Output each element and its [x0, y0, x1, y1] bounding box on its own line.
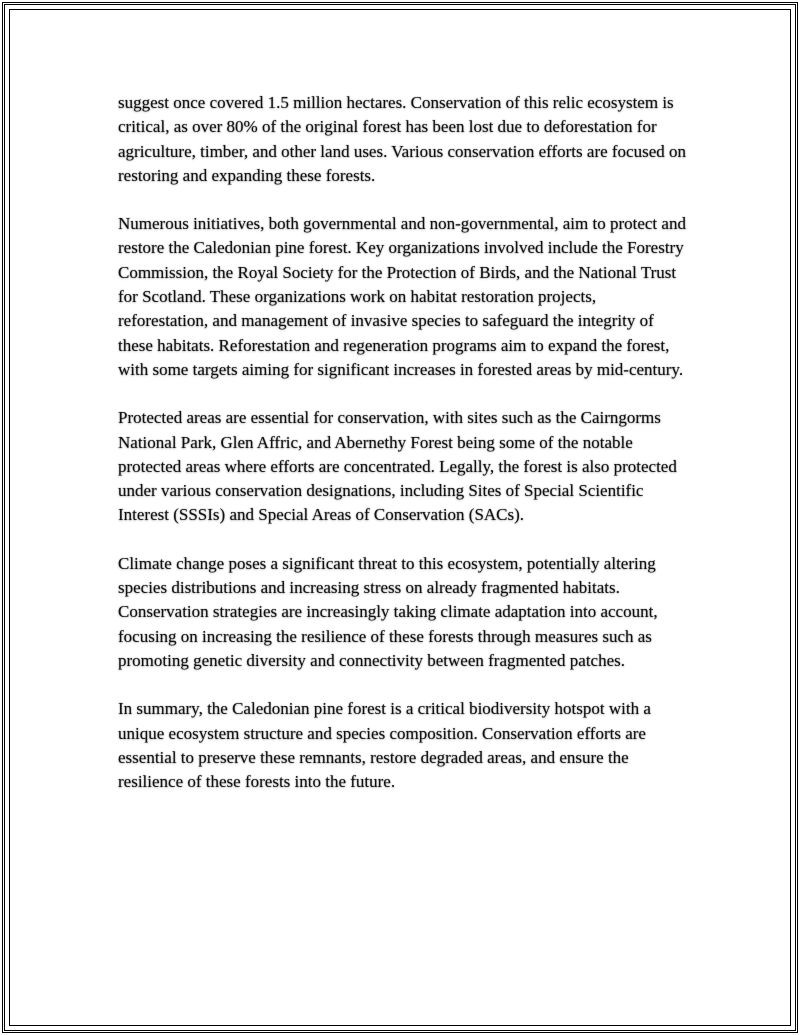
paragraph-summary: In summary, the Caledonian pine forest is a critical biodiversity hotspot with a unique ecosystem structure and species composition. Conservation efforts are essential to preserve these remnants, restore degraded areas, and ensure the resilience of these forests into the future.	[118, 699, 651, 792]
document-body	[118, 91, 690, 818]
paragraph-protected-areas: Protected areas are essential for conservation, with sites such as the Cairngorms National Park, Glen Affric, and Abernethy Forest being some of the notable protected areas where efforts are concentrated. Legally, the forest is also protected under various conservation designations, including Sites of Special Scientific Interest (SSSIs) and Special Areas of Conservation (SACs).	[118, 408, 677, 525]
paragraph-conservation-overview: suggest once covered 1.5 million hectares. Conservation of this relic ecosystem is critical, as over 80% of the original forest has been lost due to deforestation for agriculture, timber, and other land uses. Various conservation efforts are focused on restoring and expanding these forests.	[118, 93, 687, 185]
paragraph-initiatives: Numerous initiatives, both governmental and non-governmental, aim to protect and restore the Caledonian pine forest. Key organizations involved include the Forestry Commission, the Royal Society for the Protection of Birds, and the National Trust for Scotland. These organizations work on habitat restoration projects, reforestation, and management of invasive species to safeguard the integrity of these habitats. Reforestation and regeneration programs aim to expand the forest, with some targets aiming for significant increases in forested areas by mid-century.	[118, 214, 686, 379]
paragraph-climate-change: Climate change poses a significant threat to this ecosystem, potentially altering species distributions and increasing stress on already fragmented habitats. Conservation strategies are increasingly taking climate adaptation into account, focusing on increasing the resilience of these forests through measures such as promoting genetic diversity and connectivity between fragmented patches.	[118, 553, 658, 670]
